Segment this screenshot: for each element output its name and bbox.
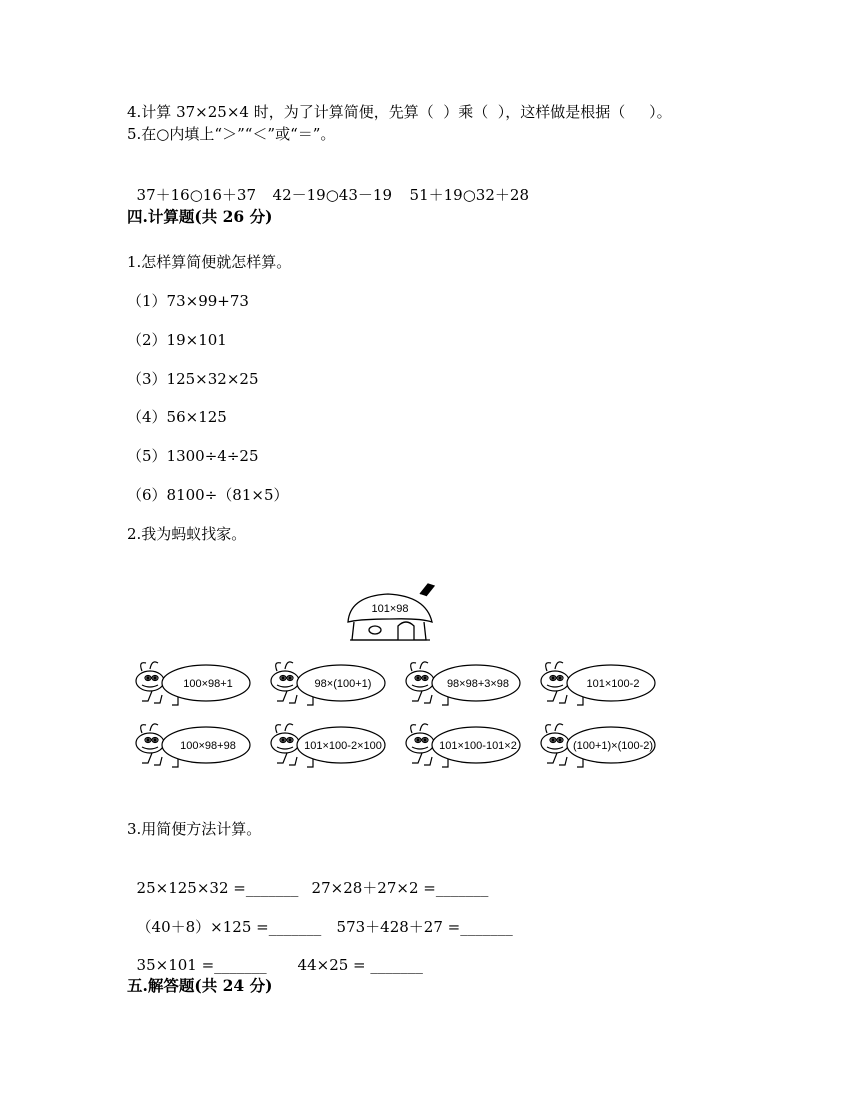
section-5-heading: 五.解答题(共 24 分) [127,976,273,995]
question-4: 4.计算 37×25×4 时，为了计算简便，先算（ ）乘（ ），这样做是根据（ ）。 [127,103,672,121]
ant [541,724,655,767]
calc-3-row [127,858,488,898]
house-label: 101×98 [371,603,409,615]
calc-1-item: （5）1300÷4÷25 [127,447,259,465]
calc-1-item: （2）19×101 [127,331,227,349]
compare-row [127,165,529,205]
calc-3-item: （40＋8）×125 =_______ [136,918,322,936]
ant-expression: 101×100-101×2 [439,740,517,752]
ant [406,724,520,767]
calc-3-row [127,897,513,937]
ant-expression: 98×(100+1) [314,678,372,690]
ant [271,724,385,767]
ant-house-illustration [120,578,690,783]
section-4-heading: 四.计算题(共 26 分) [127,207,273,226]
ant [406,662,520,705]
ant-row-2 [136,724,655,767]
compare-item: 37＋16○16＋37 [136,186,256,204]
calc-1-item: （4）56×125 [127,408,227,426]
calc-3-item: 35×101 =_______ [136,956,267,974]
ant-row-1 [136,662,655,705]
calc-3-row [127,935,423,975]
calc-3-item: 573＋428＋27 =_______ [336,918,513,936]
question-5: 5.在○内填上“＞”“＜”或“＝”。 [127,125,336,143]
compare-item: 51＋19○32＋28 [409,186,529,204]
calc-1-item: （1）73×99+73 [127,292,249,310]
ant [271,662,385,705]
ant [136,724,250,767]
ant-expression: 101×100-2 [586,678,640,690]
ant [541,662,655,705]
ant [136,662,250,705]
calc-3-item: 44×25 = _______ [297,956,423,974]
calc-2-title: 2.我为蚂蚁找家。 [127,525,247,543]
calc-1-title: 1.怎样算简便就怎样算。 [127,253,292,271]
ant-expression: 101×100-2×100 [304,740,382,752]
calc-1-item: （6）8100÷（81×5） [127,486,289,504]
compare-item: 42－19○43－19 [272,186,392,204]
calc-3-item: 25×125×32 =_______ [136,879,299,897]
calc-3-item: 27×28＋27×2 =_______ [311,879,489,897]
calc-3-title: 3.用简便方法计算。 [127,820,262,838]
calc-1-item: （3）125×32×25 [127,370,259,388]
ant-expression: 100×98+98 [180,740,236,752]
ant-expression: 100×98+1 [183,678,233,690]
ant-expression: 98×98+3×98 [446,678,510,690]
ant-expression: (100+1)×(100-2) [572,740,654,752]
